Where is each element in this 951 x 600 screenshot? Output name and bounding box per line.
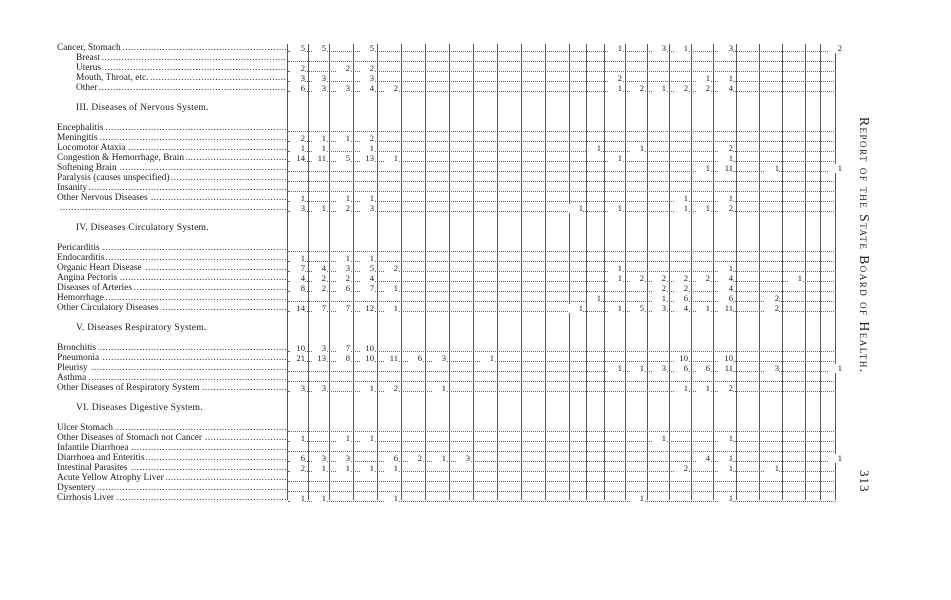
cell-value: 2 [384, 264, 398, 273]
cell-value: 1 [291, 194, 305, 203]
cell-value: 1 [336, 254, 350, 263]
cell-value: 10 [291, 344, 305, 353]
cell-value: 11 [312, 154, 326, 163]
cell-value: 5 [291, 44, 305, 53]
row-label [57, 363, 287, 373]
cell-value: 2 [630, 274, 644, 283]
cell-value: 3 [336, 264, 350, 273]
cell-value: 7 [312, 304, 326, 313]
row-leader [288, 61, 836, 62]
cell-value: 10 [360, 344, 374, 353]
cell-value: 1 [828, 364, 842, 373]
row-label-text: Pleurisy [57, 363, 88, 373]
row-label-text: Breast [76, 53, 100, 63]
cell-value: 1 [719, 454, 733, 463]
row-label [57, 343, 287, 353]
cell-value: 1 [630, 144, 644, 153]
section-heading: III. Diseases of Nervous System. [76, 102, 209, 113]
cell-value: 2 [291, 64, 305, 73]
cell-value: 2 [360, 64, 374, 73]
cell-value: 2 [652, 274, 666, 283]
cell-value: 1 [336, 194, 350, 203]
row-leader [288, 301, 836, 302]
cell-value: 3 [291, 384, 305, 393]
row-leader [288, 251, 836, 252]
row-label-text: Dysentery [57, 483, 96, 493]
cell-value: 1 [569, 304, 583, 313]
row-label-text: Mouth, Throat, etc. [76, 73, 149, 83]
cell-value: 5 [312, 44, 326, 53]
cell-value: 1 [788, 274, 802, 283]
row-label-text: Insanity [57, 183, 88, 193]
cell-value: 2 [719, 144, 733, 153]
row-label [57, 133, 287, 143]
cell-value: 1 [696, 164, 710, 173]
cell-value: 6 [291, 84, 305, 93]
cell-value: 2 [765, 304, 779, 313]
section-heading: VI. Diseases Digestive System. [76, 402, 203, 413]
cell-value: 1 [674, 384, 688, 393]
cell-value: 1 [674, 194, 688, 203]
cell-value: 7 [336, 304, 350, 313]
row-label-text: Encephalitis [57, 123, 104, 133]
cell-value: 2 [719, 384, 733, 393]
cell-value: 4 [360, 84, 374, 93]
row-label [57, 383, 287, 393]
cell-value: 6 [384, 454, 398, 463]
cell-value: 1 [587, 144, 601, 153]
row-label [57, 493, 287, 503]
cell-value: 3 [291, 74, 305, 83]
cell-value: 3 [432, 354, 446, 363]
cell-value: 2 [828, 44, 842, 53]
row-leader [288, 501, 836, 502]
cell-value: 1 [608, 84, 622, 93]
cell-value: 5 [630, 304, 644, 313]
cell-value: 2 [674, 284, 688, 293]
cell-value: 3 [719, 44, 733, 53]
row-leader [288, 131, 836, 132]
cell-value: 1 [719, 434, 733, 443]
row-label-text: Diseases of Arteries [57, 283, 132, 293]
cell-value: 1 [696, 204, 710, 213]
cell-value: 1 [719, 74, 733, 83]
cell-value: 11 [719, 304, 733, 313]
cell-value: 10 [674, 354, 688, 363]
row-label [57, 253, 287, 263]
cell-value: 2 [630, 84, 644, 93]
cell-value: 1 [630, 494, 644, 503]
cell-value: 1 [384, 154, 398, 163]
cell-value: 1 [360, 384, 374, 393]
cell-value: 3 [312, 74, 326, 83]
cell-value: 3 [312, 344, 326, 353]
row-label [57, 123, 287, 133]
row-leader [288, 491, 836, 492]
row-label [57, 473, 287, 483]
cell-value: 1 [719, 194, 733, 203]
cell-value: 7 [291, 264, 305, 273]
row-label [76, 83, 287, 93]
cell-value: 1 [432, 384, 446, 393]
cell-value: 2 [312, 284, 326, 293]
cell-value: 1 [312, 134, 326, 143]
cell-value: 4 [674, 304, 688, 313]
row-label [57, 143, 287, 153]
cell-value: 2 [312, 274, 326, 283]
cell-value: 3 [765, 364, 779, 373]
row-label-text: Other [76, 83, 98, 93]
row-label [57, 203, 287, 213]
cell-value: 2 [696, 274, 710, 283]
cell-value: 3 [312, 84, 326, 93]
cell-value: 6 [291, 454, 305, 463]
cell-value: 1 [719, 494, 733, 503]
cell-value: 11 [384, 354, 398, 363]
row-label [76, 63, 287, 73]
cell-value: 4 [719, 84, 733, 93]
cell-value: 3 [312, 454, 326, 463]
cell-value: 11 [719, 164, 733, 173]
row-leader [288, 171, 836, 172]
row-label-text: Endocarditis [57, 253, 105, 263]
cell-value: 4 [696, 454, 710, 463]
cell-value: 1 [384, 284, 398, 293]
cell-value: 6 [719, 294, 733, 303]
row-label-text: Diarrhoea and Enteritis [57, 453, 145, 463]
cell-value: 2 [360, 134, 374, 143]
row-label-text: Other Circulatory Diseases [57, 303, 159, 313]
cell-value: 10 [360, 354, 374, 363]
cell-value: 1 [608, 44, 622, 53]
row-label [57, 293, 287, 303]
row-label-text: Hemorrhage [57, 293, 104, 303]
cell-value: 2 [652, 284, 666, 293]
row-label-text: Other Diseases of Stomach not Cancer [57, 433, 203, 443]
row-label [57, 153, 287, 163]
row-label [57, 433, 287, 443]
row-label [57, 453, 287, 463]
cell-value: 1 [360, 254, 374, 263]
cell-value: 2 [674, 464, 688, 473]
row-label-text: Cancer, Stomach [57, 43, 121, 53]
cell-value: 1 [652, 84, 666, 93]
cell-value: 1 [652, 294, 666, 303]
cell-value: 2 [696, 84, 710, 93]
row-label-text: Pericarditis [57, 243, 100, 253]
cell-value: 2 [719, 204, 733, 213]
row-label [76, 73, 287, 83]
cell-value: 1 [291, 144, 305, 153]
row-label [57, 283, 287, 293]
cell-value: 1 [608, 264, 622, 273]
cell-value: 13 [360, 154, 374, 163]
cell-value: 5 [360, 264, 374, 273]
cell-value: 1 [608, 304, 622, 313]
row-leader [288, 371, 836, 372]
row-label-text: Other Nervous Diseases [57, 193, 148, 203]
cell-value: 1 [336, 134, 350, 143]
cell-value: 1 [291, 254, 305, 263]
cell-value: 11 [719, 364, 733, 373]
cell-value: 1 [719, 154, 733, 163]
cell-value: 14 [291, 154, 305, 163]
row-label [57, 243, 287, 253]
cell-value: 1 [719, 264, 733, 273]
cell-value: 1 [828, 164, 842, 173]
row-label-text: Ulcer Stomach [57, 423, 113, 433]
row-label [76, 53, 287, 63]
cell-value: 1 [587, 294, 601, 303]
cell-value: 1 [432, 454, 446, 463]
cell-value: 1 [652, 434, 666, 443]
cell-value: 1 [384, 464, 398, 473]
cell-value: 6 [674, 364, 688, 373]
row-label [57, 273, 287, 283]
cell-value: 1 [696, 74, 710, 83]
row-label [57, 423, 287, 433]
cell-value: 3 [456, 454, 470, 463]
row-label-text: Cirrhosis Liver [57, 493, 115, 503]
cell-value: 3 [652, 304, 666, 313]
cell-value: 2 [291, 464, 305, 473]
cell-value: 1 [480, 354, 494, 363]
cell-value: 2 [336, 274, 350, 283]
cell-value: 1 [384, 494, 398, 503]
cell-value: 8 [291, 284, 305, 293]
cell-value: 5 [360, 44, 374, 53]
cell-value: 1 [360, 194, 374, 203]
cell-value: 2 [674, 84, 688, 93]
cell-value: 2 [408, 454, 422, 463]
row-label-text: Organic Heart Disease [57, 263, 142, 273]
cell-value: 4 [719, 274, 733, 283]
cell-value: 3 [336, 454, 350, 463]
cell-value: 1 [291, 434, 305, 443]
row-label-text: Other Diseases of Respiratory System [57, 383, 200, 393]
row-leader [288, 191, 836, 192]
cell-value: 4 [360, 274, 374, 283]
cell-value: 1 [719, 464, 733, 473]
cell-value: 1 [336, 464, 350, 473]
cell-value: 1 [569, 204, 583, 213]
cell-value: 3 [291, 204, 305, 213]
row-label-text: Bronchitis [57, 343, 97, 353]
row-label-text: Angina Pectoris [57, 273, 118, 283]
row-leader [288, 181, 836, 182]
cell-value: 1 [360, 434, 374, 443]
row-leader [288, 451, 836, 452]
row-label-text: Pneumonia [57, 353, 100, 363]
cell-value: 1 [360, 144, 374, 153]
row-label-text: Congestion & Hemorrhage, Brain [57, 153, 185, 163]
cell-value: 5 [336, 154, 350, 163]
cell-value: 1 [608, 204, 622, 213]
cell-value: 4 [291, 274, 305, 283]
cell-value: 1 [828, 454, 842, 463]
cell-value: 21 [291, 354, 305, 363]
cell-value: 2 [384, 384, 398, 393]
cell-value: 2 [765, 294, 779, 303]
section-heading: IV. Diseases Circulatory System. [76, 222, 209, 233]
row-label [57, 163, 287, 173]
cell-value: 2 [674, 274, 688, 283]
row-label-text: Acute Yellow Atrophy Liver [57, 473, 164, 483]
row-label-text: Locomotor Ataxia [57, 143, 126, 153]
cell-value: 1 [360, 464, 374, 473]
cell-value: 1 [765, 164, 779, 173]
row-leader [288, 431, 836, 432]
row-leader [288, 381, 836, 382]
row-label [57, 183, 287, 193]
section-heading: V. Diseases Respiratory System. [76, 322, 207, 333]
cell-value: 7 [360, 284, 374, 293]
cell-value: 3 [312, 384, 326, 393]
cell-value: 1 [674, 204, 688, 213]
running-header: Report of the State Board of Health. [857, 117, 872, 374]
cell-value: 3 [360, 74, 374, 83]
row-label [57, 193, 287, 203]
cell-value: 1 [696, 384, 710, 393]
cell-value: 3 [652, 44, 666, 53]
row-label [57, 373, 287, 383]
cell-value: 2 [336, 64, 350, 73]
cell-value: 1 [765, 464, 779, 473]
row-leader [288, 461, 836, 462]
row-leader [288, 481, 836, 482]
row-label [57, 443, 287, 453]
cell-value: 1 [312, 494, 326, 503]
cell-value: 7 [336, 344, 350, 353]
cell-value: 4 [719, 284, 733, 293]
cell-value: 1 [384, 304, 398, 313]
cell-value: 1 [674, 44, 688, 53]
cell-value: 3 [652, 364, 666, 373]
page-number: 313 [857, 470, 872, 493]
cell-value: 12 [360, 304, 374, 313]
cell-value: 2 [608, 74, 622, 83]
cell-value: 3 [336, 84, 350, 93]
row-label-text: Intestinal Parasites [57, 463, 128, 473]
cell-value: 6 [336, 284, 350, 293]
cell-value: 1 [608, 154, 622, 163]
row-label [57, 173, 287, 183]
cell-value: 3 [360, 204, 374, 213]
cell-value: 1 [696, 304, 710, 313]
cell-value: 2 [384, 84, 398, 93]
cell-value: 10 [719, 354, 733, 363]
cell-value: 14 [291, 304, 305, 313]
cell-value: 1 [291, 494, 305, 503]
cell-value: 6 [674, 294, 688, 303]
row-label [57, 483, 287, 493]
cell-value: 13 [312, 354, 326, 363]
row-label-text: Asthma [57, 373, 87, 383]
row-label-text: Paralysis (causes unspecified) [57, 173, 170, 183]
cell-value: 2 [291, 134, 305, 143]
cell-value: 1 [312, 204, 326, 213]
row-label-text: Meningitis [57, 133, 98, 143]
row-label [57, 43, 287, 53]
cell-value: 1 [630, 364, 644, 373]
cell-value: 8 [336, 354, 350, 363]
row-label-text: Uterus [76, 63, 101, 73]
row-label-text [57, 203, 59, 213]
cell-value: 1 [608, 274, 622, 283]
row-label-text: Softening Brain [57, 163, 117, 173]
row-label [57, 463, 287, 473]
cell-value: 6 [408, 354, 422, 363]
row-label-text: Infantile Diarrhoea [57, 443, 129, 453]
row-label [57, 263, 287, 273]
cell-value: 1 [336, 434, 350, 443]
row-label [57, 303, 287, 313]
cell-value: 1 [312, 464, 326, 473]
cell-value: 1 [312, 144, 326, 153]
cell-value: 4 [312, 264, 326, 273]
cell-value: 2 [336, 204, 350, 213]
row-label [57, 353, 287, 363]
cell-value: 1 [608, 364, 622, 373]
cell-value: 6 [696, 364, 710, 373]
